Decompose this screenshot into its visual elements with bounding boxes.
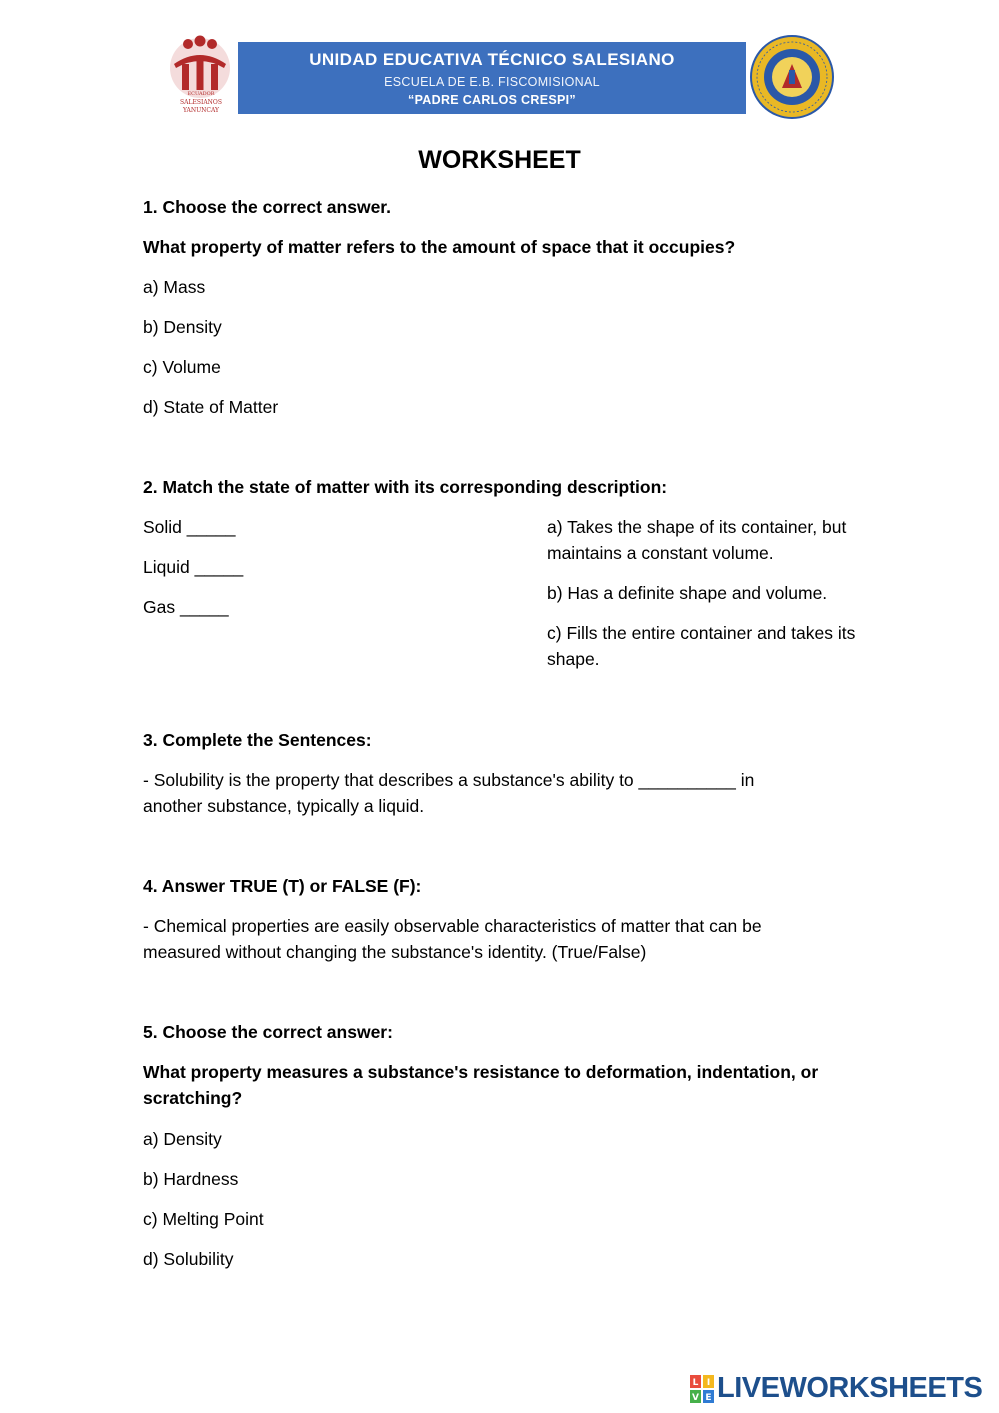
q1-option-c[interactable]: c) Volume [143, 357, 221, 377]
svg-text:L: L [692, 1378, 699, 1388]
school-type: ESCUELA DE E.B. FISCOMISIONAL [384, 75, 600, 89]
q5-heading: 5. Choose the correct answer: [143, 1022, 393, 1042]
svg-text:V: V [692, 1393, 699, 1403]
q1-option-b[interactable]: b) Density [143, 317, 222, 337]
q2-gas-blank[interactable]: Gas _____ [143, 597, 229, 617]
q2-liquid-blank[interactable]: Liquid _____ [143, 557, 244, 577]
page-title: WORKSHEET [418, 146, 581, 174]
liveworksheets-logo-icon [690, 1375, 714, 1403]
q2-heading: 2. Match the state of matter with its corresponding description: [143, 477, 668, 497]
q5-option-c[interactable]: c) Melting Point [143, 1209, 264, 1229]
q5-question: What property measures a substance's resistance to deformation, indentation, or scratching? [143, 1062, 819, 1108]
school-patron: “PADRE CARLOS CRESPI” [408, 93, 576, 107]
salesianos-logo [160, 34, 242, 118]
svg-text:I: I [706, 1378, 711, 1388]
q4-sentence[interactable]: - Chemical properties are easily observable characteristics of matter that can be measured without changing the substance's identity. (True/False) [143, 916, 762, 962]
q2-solid-blank[interactable]: Solid _____ [143, 517, 236, 537]
school-seal-icon [746, 34, 838, 120]
q2-description-a: a) Takes the shape of its container, but maintains a constant volume. [547, 517, 847, 563]
q4-heading: 4. Answer TRUE (T) or FALSE (F): [143, 876, 422, 896]
q5-option-d[interactable]: d) Solubility [143, 1249, 234, 1269]
q1-heading: 1. Choose the correct answer. [143, 197, 392, 217]
q5-option-b[interactable]: b) Hardness [143, 1169, 239, 1189]
q1-option-d[interactable]: d) State of Matter [143, 397, 279, 417]
svg-text:E: E [705, 1393, 712, 1403]
q3-heading: 3. Complete the Sentences: [143, 730, 372, 750]
q5-option-a[interactable]: a) Density [143, 1129, 222, 1149]
school-header [160, 34, 840, 120]
q3-sentence[interactable]: - Solubility is the property that describes a substance's ability to __________ in another substance, typically a liquid. [143, 770, 755, 816]
svg-text:YANUNCAY: YANUNCAY [182, 107, 220, 114]
svg-text:ECUADOR: ECUADOR [187, 91, 215, 97]
school-name: UNIDAD EDUCATIVA TÉCNICO SALESIANO [309, 50, 675, 69]
q2-description-c: c) Fills the entire container and takes its shape. [547, 623, 856, 669]
liveworksheets-brand-text: LIVEWORKSHEETS [717, 1372, 983, 1404]
svg-text:SALESIANOS: SALESIANOS [180, 99, 222, 106]
q1-option-a[interactable]: a) Mass [143, 277, 206, 297]
q1-question: What property of matter refers to the amount of space that it occupies? [143, 237, 736, 257]
q2-description-b: b) Has a definite shape and volume. [547, 583, 828, 603]
school-banner [238, 42, 746, 114]
